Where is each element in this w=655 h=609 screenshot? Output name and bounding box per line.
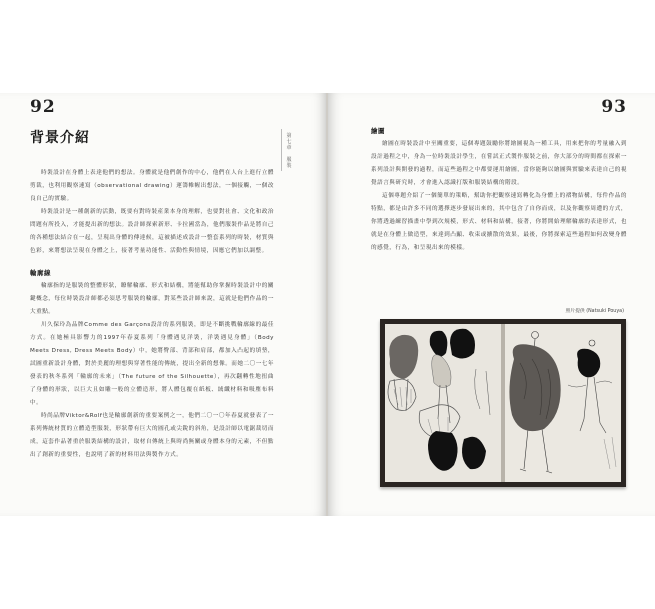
- sketch-black-blob-2: [450, 329, 475, 359]
- paragraph: 這個專題介紹了一個簡單的策略，幫助你把觀察速寫轉化為身體上的褶物結構，每件作品的特點，都是由許多不同的選擇逐步發展出來的，其中包含了自你而成，以及你觀察周遭的方式，你將透過練習描畫中學到次規模，形式、材料和結構，接著，你將開始理解輪廓的表達形式，也就是在身體上做造型，來達到凸顯、收束或擴散的效果，最後，你將探索這些過程如何改變身體的感覺，行為，和呈現出來的模樣。: [371, 193, 627, 251]
- paragraph: 川久保玲為品牌Comme des Garçons設計的系列服裝，即是不斷挑戰輪廓線的最佳方式。在她極具影響力的1997年春夏系列「身體遇見洋裝，洋裝遇見身體」（Body Meets Dress, Dress Meets Body）中，她將臀部、背部和肩部，都加入凸起的填墊，試圖重新設計身體，對於美麗的理想與穿著性能的傳統，提出全新的想像。而她二〇一七年發表的秋冬系列「輪廓的未來」（The future of the Silhouette），再次翻轉性地扭曲了身體的形狀，以巨大且如雕一般的立體造形，將人體包覆在紙板、絨纖材料和吸塵布料中。: [30, 322, 274, 406]
- section-title: 背景介紹: [30, 130, 90, 146]
- sketchbook-illustration: [380, 319, 626, 487]
- left-page: [0, 93, 327, 516]
- intro-text: [30, 167, 274, 462]
- right-page: [328, 93, 655, 516]
- paragraph: 繪圖在時裝設計中至關重要，這個專題鼓勵你將繪圖視為一種工具，用來把你的考量融入到設計過程之中，身為一位時裝設計學生，在嘗試正式製作服裝之前，你大部分的時間都在探索一系列設計與開發的過程，而這些過程之中都要運用繪圖，當你能夠以繪圖與實驗來表達自己的視覺語言與研究時，才會進入認識打版和服裝結構的階段。: [371, 141, 627, 186]
- paragraph: 時裝設計在身體上表達他們的想法。身體就是他們創作的中心，他們在人台上進行立體剪裁，也利用觀察速寫（observational drawing）運籌帷幄出想法，一個接觸，一個改良自己的實驗。: [30, 170, 274, 202]
- photo-caption: 照片提供 (Natsuki Pouya): [565, 309, 624, 314]
- right-page-number: 93: [601, 97, 627, 117]
- paragraph: 輪廓指的是服裝的整體形狀，瞭解輪廓、形式和結構，將能幫助你掌握時裝設計中的關鍵概念，每位時裝設計師都必須思考服裝的輪廓，對某些設計師來說，這就是他們作品的一大重點。: [30, 283, 274, 315]
- sketchbook-spine: [501, 324, 505, 482]
- subhead-outline: 輪廓線: [30, 269, 51, 277]
- paragraph: 時裝設計是一種創新的活動，既要有對時裝產業本身的理解，也要對社會、文化和政治問題有所投入，才能提出新的想法。設計師探索新形、卡拉國當為，他們服裝作品是將自己的各種想法結合在一起，呈現出身體的傳達候，這被描述成設計一整套系列的時裝，材質與色彩，來將想法呈現在身體之上，接著考量功能性、活動性與情境，因應它們加以調整。: [30, 209, 274, 254]
- paragraph: 時尚品牌Viktor&Rolf也是輪廓創新的重要案例之一，他們二〇一〇年春夏就發表了一系列傳統材質的立體造型服裝，形狀帶有巨大的圓孔或尖銳的斜角，是設計師以電鋸裁切而成，這套作品著重於服裝結構的設計，取材自傳統上與時尚無關或身體本身的元素，不但點出了創新的重要性，也說明了新的材料用法與製作方式。: [30, 413, 274, 458]
- book-spread: [0, 93, 655, 516]
- drawing-text: [371, 125, 627, 255]
- chapter-divider: [281, 129, 282, 171]
- sketchbook-photo: [380, 319, 626, 487]
- left-page-number: 92: [30, 97, 56, 117]
- chapter-tab: 第 七 章 服 裝: [286, 133, 292, 169]
- subhead-drawing: 繪圖: [371, 127, 385, 135]
